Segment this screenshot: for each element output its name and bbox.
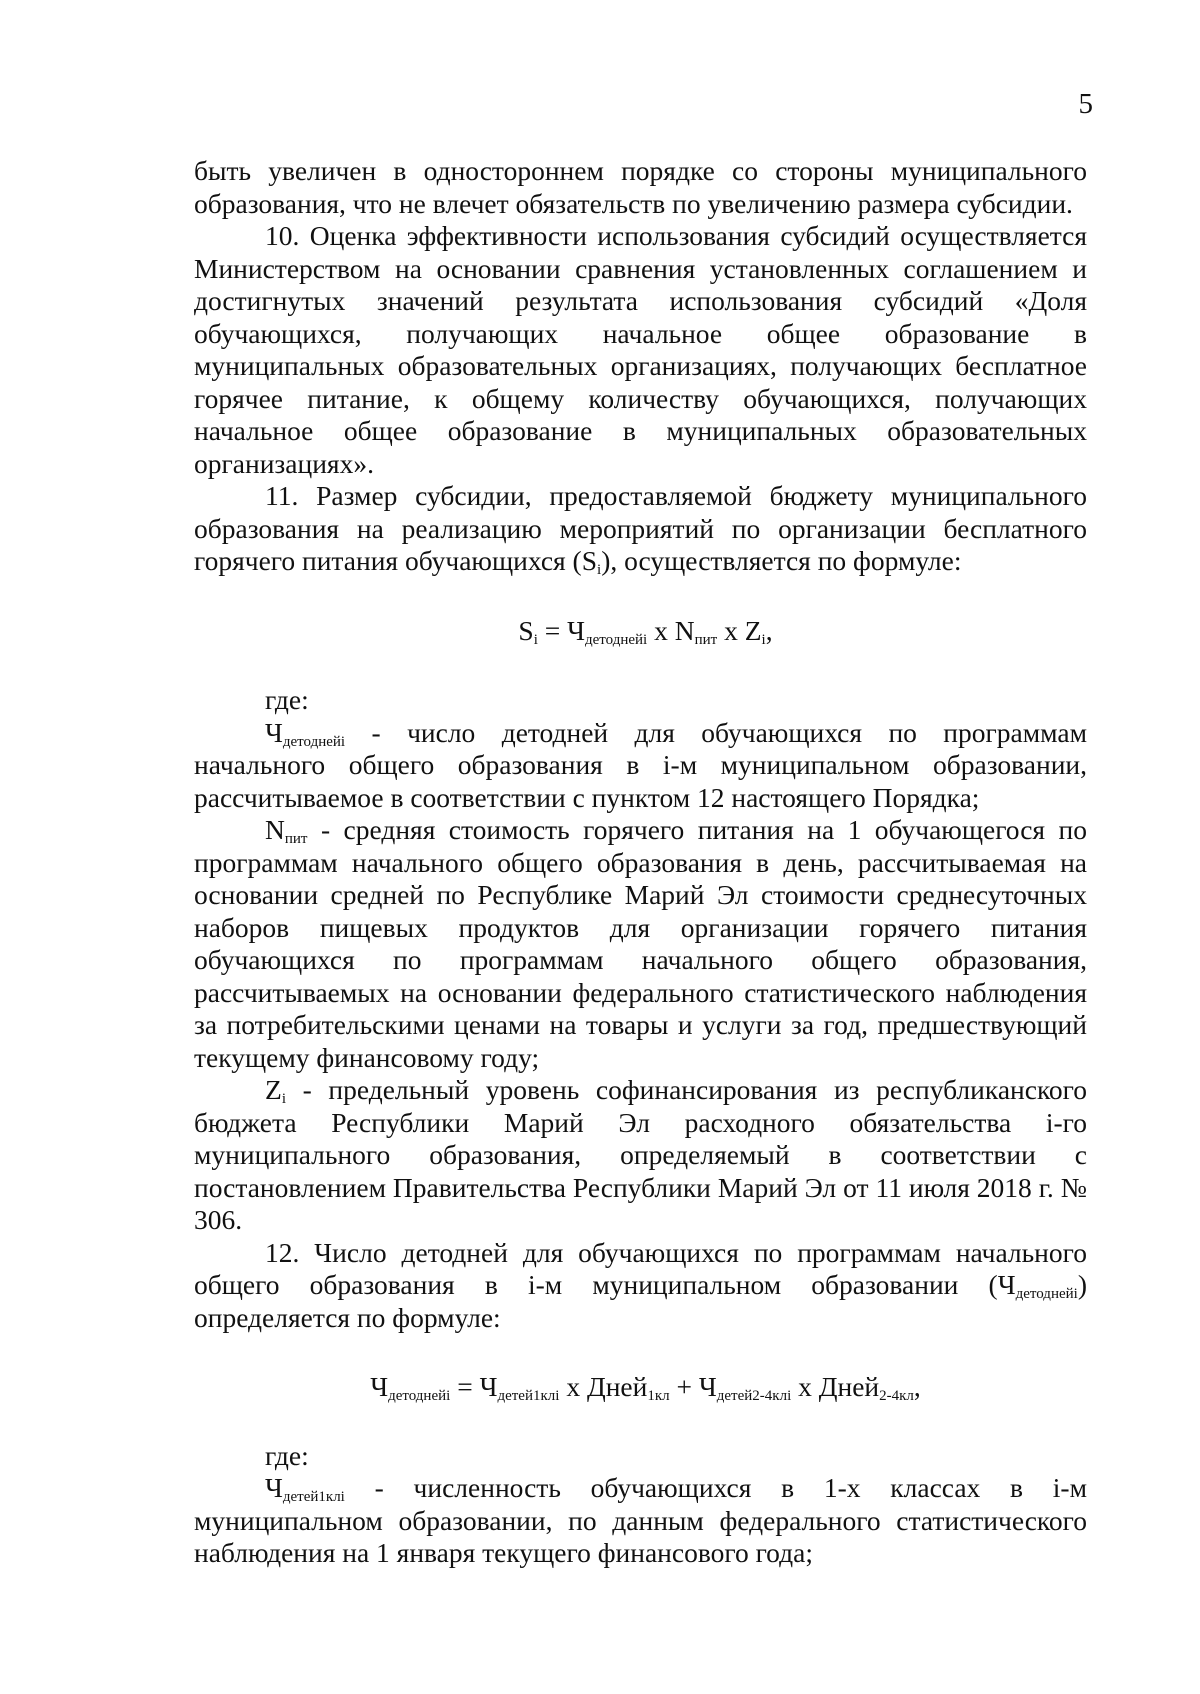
paragraph-12 xyxy=(194,1237,1087,1335)
definition-child-days-sub: детоднейi xyxy=(282,733,346,750)
where-label-1: где: xyxy=(265,684,309,715)
definition-cofinancing xyxy=(194,1074,1087,1237)
formula-subsidy-end: , xyxy=(765,614,773,646)
definition-first-grade-sub: детей1клi xyxy=(282,1489,345,1505)
paragraph-11-text-end: ), осуществляется по формуле: xyxy=(601,545,962,576)
paragraph-12-text-end: ) определяется по формуле: xyxy=(194,1269,1087,1333)
definition-cofinancing-symbol: Z xyxy=(265,1074,282,1105)
definition-meal-cost-symbol: N xyxy=(265,814,285,845)
formula-subsidy-eq: = xyxy=(537,614,568,646)
paragraph-11-text: 11. Размер субсидии, предоставляемой бюджету муниципального образования на реализацию мероприятий по организации бесплатного горячего питания обучающихся (S xyxy=(194,480,1087,576)
formula-subsidy-z: Z xyxy=(744,614,762,646)
paragraph-continuation: быть увеличен в одностороннем порядке со стороны муниципального образования, что не влечет обязательств по увеличению размера субсидии. xyxy=(194,155,1087,219)
paragraph-10: 10. Оценка эффективности использования субсидий осуществляется Министерством на основании сравнения установленных соглашением и достигнутых значений результата использования субсидий «Доля обучающихся, получающих начальное общее образование в муниципальных образовательных организациях, получающих бесплатное горячее питание, к общему количеству обучающихся, получающих начальное общее образование в муниципальных образовательных организациях». xyxy=(194,220,1087,479)
formula-child-days xyxy=(194,1371,1087,1404)
definition-meal-cost-text: - средняя стоимость горячего питания на 1 обучающегося по программам начального общего образования в день, рассчитываемая на основании средней по Республике Марий Эл стоимости среднесуточных наборов пищевых продуктов для организации горячего питания обучающихся по программам начального общего образования, рассчитываемых на основании федерального статистического наблюдения за потребительскими ценами на товары и услуги за год, предшествующий текущему финансовому году; xyxy=(194,814,1087,1073)
formula-subsidy-ch-sub: детоднейi xyxy=(585,631,648,648)
formula-child-days-lhs-sub: детоднейi xyxy=(388,1388,451,1404)
definition-first-grade-text: - численность обучающихся в 1-х классах в i-м муниципальном образовании, по данным федерального статистического наблюдения на 1 января текущего финансового года; xyxy=(194,1472,1087,1568)
formula-subsidy-z-sub: i xyxy=(761,631,766,648)
paragraph-12-text: 12. Число детодней для обучающихся по программам начального общего образования в i-м муниципальном образовании (Ч xyxy=(194,1236,1087,1300)
formula-child-days-a-sub: детей1клi xyxy=(497,1388,560,1404)
formula-subsidy-n: N xyxy=(674,614,695,646)
formula-child-days-a: Ч xyxy=(479,1371,498,1402)
definition-cofinancing-text: - предельный уровень софинансирования из республиканского бюджета Республики Марий Эл расходного обязательства i-го муниципального образования, определяемый в соответствии с постановлением Правительства Республики Марий Эл от 11 июля 2018 г. № 306. xyxy=(194,1074,1087,1235)
formula-child-days-times1: x xyxy=(559,1371,587,1402)
formula-subsidy-s: S xyxy=(518,614,534,646)
formula-subsidy-s-sub: i xyxy=(533,631,538,648)
paragraph-12-subscript: детоднейi xyxy=(1015,1286,1078,1302)
paragraph-11-subscript: i xyxy=(597,562,602,578)
definition-cofinancing-sub: i xyxy=(281,1091,286,1107)
formula-child-days-d: Дней xyxy=(818,1371,880,1402)
formula-child-days-lhs: Ч xyxy=(370,1371,389,1402)
formula-child-days-c-sub: детей2-4клi xyxy=(716,1388,792,1404)
definition-child-days xyxy=(194,717,1087,815)
formula-child-days-b-sub: 1кл xyxy=(647,1388,670,1404)
formula-child-days-b: Дней xyxy=(586,1371,648,1402)
formula-subsidy-times2: x xyxy=(717,614,745,646)
definition-child-days-text: - число детодней для обучающихся по программам начального общего образования в i-м муниципальном образовании, рассчитываемое в соответствии с пунктом 12 настоящего Порядка; xyxy=(194,716,1087,813)
definition-child-days-symbol: Ч xyxy=(265,716,283,748)
definition-first-grade xyxy=(194,1472,1087,1570)
formula-child-days-c: Ч xyxy=(698,1371,717,1402)
formula-subsidy-ch: Ч xyxy=(567,614,585,646)
paragraph-11 xyxy=(194,480,1087,578)
document-body xyxy=(194,155,1087,1570)
formula-child-days-times2: x xyxy=(791,1371,819,1402)
formula-child-days-end: , xyxy=(913,1371,921,1402)
where-label-2: где: xyxy=(265,1439,309,1471)
page-number: 5 xyxy=(1078,88,1093,120)
definition-meal-cost-sub: пит xyxy=(284,831,308,847)
formula-child-days-d-sub: 2-4кл xyxy=(879,1388,914,1404)
formula-subsidy-n-sub: пит xyxy=(694,631,718,648)
formula-subsidy xyxy=(194,615,1087,648)
formula-child-days-eq: = xyxy=(450,1371,480,1402)
definition-first-grade-symbol: Ч xyxy=(265,1472,283,1503)
formula-subsidy-times1: x xyxy=(647,614,675,646)
formula-child-days-plus: + xyxy=(669,1371,699,1402)
definition-meal-cost xyxy=(194,814,1087,1074)
